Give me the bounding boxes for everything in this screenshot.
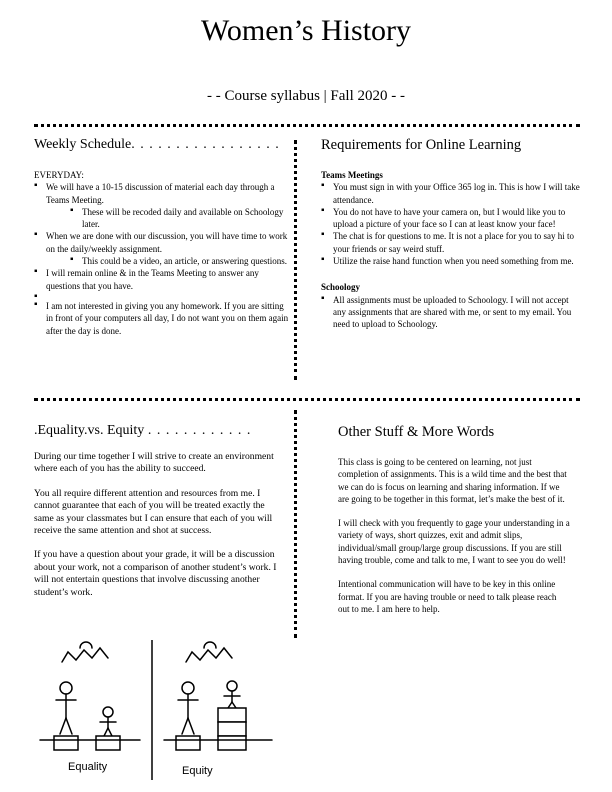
list-item: ▪ These will be recoded daily and available on Schoology later. xyxy=(34,206,292,231)
paragraph: You all require different attention and resources from me. I cannot guarantee that each of you will be treated exactly the same as your classmates but I can ensure that each of you will receive the same attention and shot at success. xyxy=(34,487,273,537)
paragraph: If you have a question about your grade, it will be a discussion about your work, not a comparison of another student’s work. I will not entertain questions that involve discussing another student’s work. xyxy=(34,549,277,598)
list-item: ▪ All assignments must be uploaded to Schoology. I will not accept any assignments that are shared with me, or sent to my email. You need to upload to Schoology. xyxy=(321,294,583,331)
list-item: ▪ Utilize the raise hand function when you need something from me. xyxy=(321,255,583,267)
equity-heading: .Equality.vs. Equity . . . . . . . . . . . . xyxy=(34,423,252,438)
list-item: ▪ I am not interested in giving you any homework. If you are sitting in front of your computers all day, I do not want you on them again after the day is done. xyxy=(34,300,292,337)
weekly-schedule-heading: Weekly Schedule. . . . . . . . . . . . . . . . . xyxy=(34,137,280,152)
equity-section xyxy=(34,451,284,611)
vertical-divider-bottom xyxy=(294,410,300,638)
schoology-label: Schoology xyxy=(321,282,361,293)
paragraph: This class is going to be centered on learning, not just completion of assignments. This is a wild time and the best that we can do is focus on learning and sharing information. If we are going to be together in this format, let’s make the best of it. xyxy=(338,457,567,504)
middle-divider xyxy=(34,398,580,407)
paragraph: Intentional communication will have to be key in this online format. If you are having trouble or need to talk please reach out to me. I am here to help. xyxy=(338,579,557,614)
list-item: ▪ We will have a 10-15 discussion of material each day through a Teams Meeting. xyxy=(34,181,292,206)
caption-equality: Equality xyxy=(68,761,108,773)
teams-meetings-label: Teams Meetings xyxy=(321,170,383,180)
list-item: ▪ You do not have to have your camera on, but I would like you to upload a picture of your face so I can at least know your face! xyxy=(321,206,583,231)
requirements-section xyxy=(321,169,583,331)
page-subtitle: - - Course syllabus | Fall 2020 - - xyxy=(207,88,405,104)
requirements-heading: Requirements for Online Learning xyxy=(321,137,522,153)
everyday-label: EVERYDAY: xyxy=(34,170,84,180)
other-stuff-heading: Other Stuff & More Words xyxy=(338,424,495,440)
weekly-schedule-section xyxy=(34,169,292,337)
page-title: Women’s History xyxy=(200,14,412,47)
caption-equity: Equity xyxy=(182,765,213,777)
list-item: ▪ When we are done with our discussion, you will have time to work on the daily/weekly assignment. xyxy=(34,230,292,255)
top-divider xyxy=(34,124,580,133)
list-item: ▪ The chat is for questions to me. It is not a place for you to say hi to your friends or say weird stuff. xyxy=(321,230,583,255)
list-item: ▪ I will remain online & in the Teams Meeting to answer any questions that you have. xyxy=(34,267,292,292)
other-stuff-section xyxy=(338,456,570,627)
equality-equity-illustration xyxy=(36,640,280,780)
paragraph: I will check with you frequently to gage your understanding in a variety of ways, short quizzes, exit and admit slips, individual/small group/large group discussions. If you are still having trouble, come and talk to me, I want to see you do well! xyxy=(338,518,570,566)
list-item: ▪ You must sign in with your Office 365 log in. This is how I will take attendance. xyxy=(321,181,583,206)
list-item: ▪ This could be a video, an article, or answering questions. xyxy=(34,255,292,267)
vertical-divider-top xyxy=(294,140,300,380)
paragraph: During our time together I will strive to create an environment where each of you has the ability to succeed. xyxy=(34,451,274,475)
spacer xyxy=(34,292,292,300)
